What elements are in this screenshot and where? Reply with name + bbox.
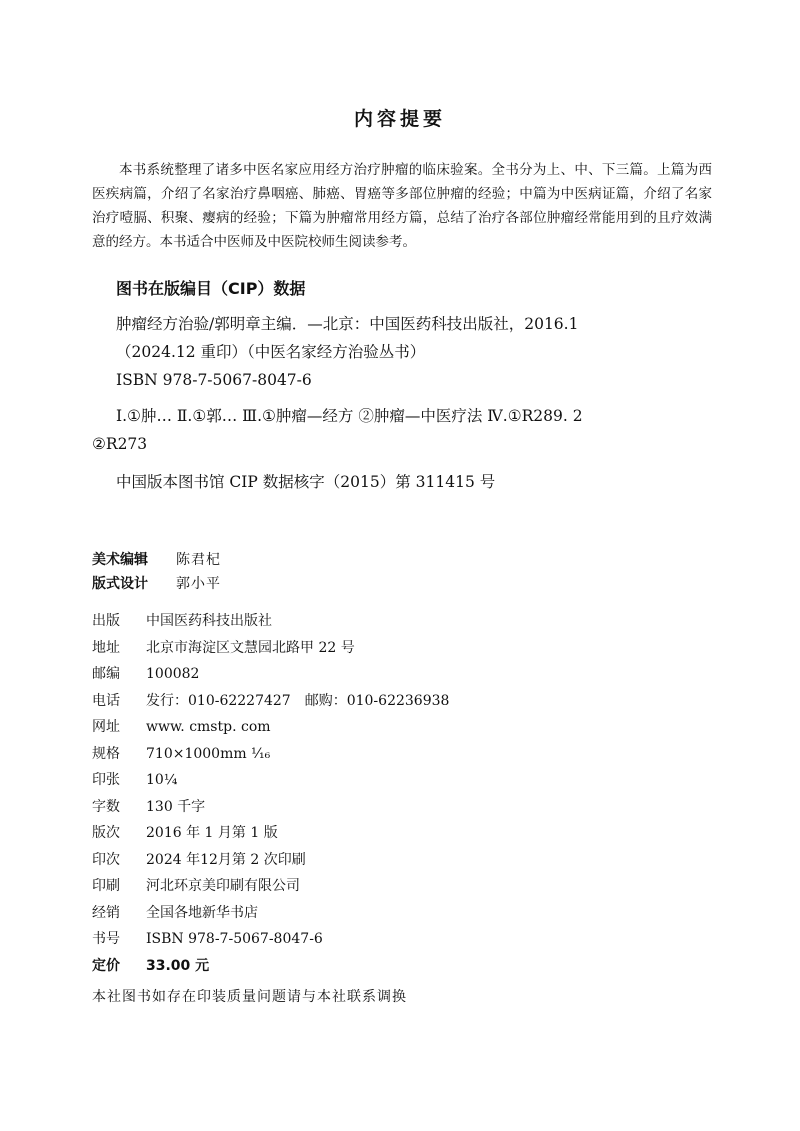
cip-line-classification: Ⅰ.①肿… Ⅱ.①郭… Ⅲ.①肿瘤—经方 ②肿瘤—中医疗法 Ⅳ.①R289. 2 <box>116 407 583 425</box>
cip-line-title: 肿瘤经方治验/郭明章主编．—北京：中国医药科技出版社，2016.1 <box>116 315 579 333</box>
pub-row-edition <box>92 820 449 847</box>
pub-label: 字数 <box>92 798 120 815</box>
pub-row-postcode <box>92 661 449 688</box>
pub-value: ISBN 978-7-5067-8047-6 <box>146 931 323 947</box>
cip-heading: 图书在版编目（CIP）数据 <box>116 279 306 298</box>
publication-info <box>92 608 449 979</box>
editor-value: 郭小平 <box>176 576 221 592</box>
pub-row-phone <box>92 688 449 715</box>
pub-label: 书号 <box>92 931 120 947</box>
pub-value: 发行：010-62227427 邮购：010-62236938 <box>146 692 450 709</box>
pub-value: 北京市海淀区文慧园北路甲 22 号 <box>146 639 355 656</box>
editors-block <box>92 548 221 596</box>
pub-value: 100082 <box>146 666 200 682</box>
pub-label: 邮编 <box>92 666 120 682</box>
pub-value: 710×1000mm ¹⁄₁₆ <box>146 745 271 762</box>
pub-row-word-count <box>92 794 449 821</box>
pub-row-distributor <box>92 900 449 927</box>
pub-value: 10¼ <box>146 772 178 788</box>
page-title: 内容提要 <box>353 108 446 130</box>
pub-label: 出版 <box>92 613 120 629</box>
pub-row-price <box>92 953 449 980</box>
pub-row-sheets <box>92 767 449 794</box>
pub-label: 经销 <box>92 904 120 921</box>
editor-label: 版式设计 <box>92 576 148 592</box>
cip-line-isbn: ISBN 978-7-5067-8047-6 <box>116 371 312 389</box>
cip-line-classification-cont: ②R273 <box>92 435 148 453</box>
pub-label: 印次 <box>92 851 120 868</box>
cip-approval-number: 中国版本图书馆 CIP 数据核字（2015）第 311415 号 <box>116 473 496 491</box>
price-value: 33.00 元 <box>146 957 210 974</box>
pub-value: 130 千字 <box>146 798 206 815</box>
pub-label: 定价 <box>92 957 120 974</box>
cip-block <box>92 310 712 496</box>
pub-row-impression <box>92 847 449 874</box>
pub-label: 地址 <box>92 639 120 656</box>
summary-paragraph: 本书系统整理了诸多中医名家应用经方治疗肿瘤的临床验案。全书分为上、中、下三篇。上篇为西医疾病篇，介绍了名家治疗鼻咽癌、肺癌、胃癌等多部位肿瘤的经验；中篇为中医病证篇，介绍了名家治疗噎膈、积聚、瘿病的经验；下篇为肿瘤常用经方篇，总结了治疗各部位肿瘤经常能用到的且疗效满意的经方。本书适合中医师及中医院校师生阅读参考。 <box>92 162 712 250</box>
pub-label: 规格 <box>92 745 120 762</box>
pub-row-address <box>92 635 449 662</box>
editor-label: 美术编辑 <box>92 552 148 568</box>
cip-line-reprint: （2024.12 重印）（中医名家经方治验丛书） <box>116 343 426 361</box>
pub-label: 印刷 <box>92 878 120 894</box>
editor-value: 陈君杞 <box>176 552 221 568</box>
pub-value: 全国各地新华书店 <box>146 904 258 921</box>
quality-notice: 本社图书如存在印装质量问题请与本社联系调换 <box>92 989 407 1005</box>
pub-value: 河北环京美印刷有限公司 <box>146 878 300 894</box>
pub-label: 电话 <box>92 692 120 709</box>
pub-row-website <box>92 714 449 741</box>
pub-value: 2024 年12月第 2 次印刷 <box>146 851 306 868</box>
pub-row-printer <box>92 873 449 900</box>
pub-value: www. cmstp. com <box>146 719 271 735</box>
editor-row-layout <box>92 572 221 596</box>
pub-row-book-number <box>92 926 449 953</box>
pub-label: 网址 <box>92 719 120 735</box>
pub-value: 2016 年 1 月第 1 版 <box>146 825 278 841</box>
pub-label: 版次 <box>92 825 120 841</box>
pub-row-publisher <box>92 608 449 635</box>
pub-value: 中国医药科技出版社 <box>146 613 272 629</box>
pub-label: 印张 <box>92 772 120 788</box>
editor-row-art <box>92 548 221 572</box>
pub-row-format <box>92 741 449 768</box>
